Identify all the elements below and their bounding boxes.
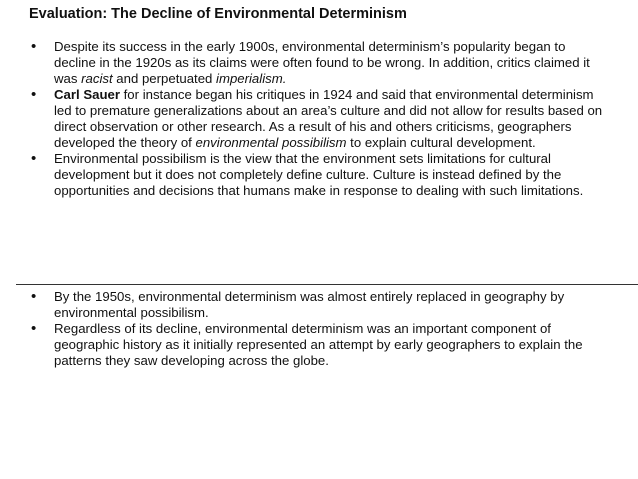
emphasis-imperialism: imperialism. (216, 71, 287, 86)
page-title: Evaluation: The Decline of Environmental Determinism (29, 6, 407, 22)
name-carl-sauer: Carl Sauer (54, 87, 120, 102)
bullet-text: and perpetuated (112, 71, 217, 86)
bullet-list-bottom (0, 289, 638, 369)
bullet-text: for instance began his critiques in 1924 and said that environmental determinism led to premature generalizations about an area’s culture and did not allow for results based on direct observation or other research. As a result of his and others criticisms, geographers developed the theory of (54, 87, 603, 150)
bullet-item-1950s (0, 289, 638, 321)
bullet-text: By the 1950s, environmental determinism was almost entirely replaced in geography by environmental possibilism. (54, 289, 565, 320)
emphasis-racist: racist (81, 71, 113, 86)
bullet-item-decline (0, 39, 638, 87)
emphasis-environmental-possibilism: environmental possibilism (195, 135, 347, 150)
bullet-item-sauer (0, 87, 638, 151)
bullet-text: to explain cultural development. (346, 135, 536, 150)
section-divider (16, 284, 638, 285)
bullet-item-importance (0, 321, 638, 369)
bullet-list-top (0, 39, 638, 199)
bullet-item-possibilism-definition (0, 151, 638, 199)
bullet-text: Environmental possibilism is the view that the environment sets limitations for cultural development but it does not completely define culture. Culture is instead defined by the opportunities and decisions that humans make in response to dealing with such limitations. (54, 151, 584, 198)
bullet-text: Regardless of its decline, environmental determinism was an important component of geographic history as it initially represented an attempt by early geographers to explain the patterns they saw developing across the globe. (54, 321, 583, 368)
bullet-text: Despite its success in the early 1900s, environmental determinism’s popularity began to decline in the 1920s as its claims were often found to be wrong. In addition, critics claimed it was (54, 39, 590, 86)
